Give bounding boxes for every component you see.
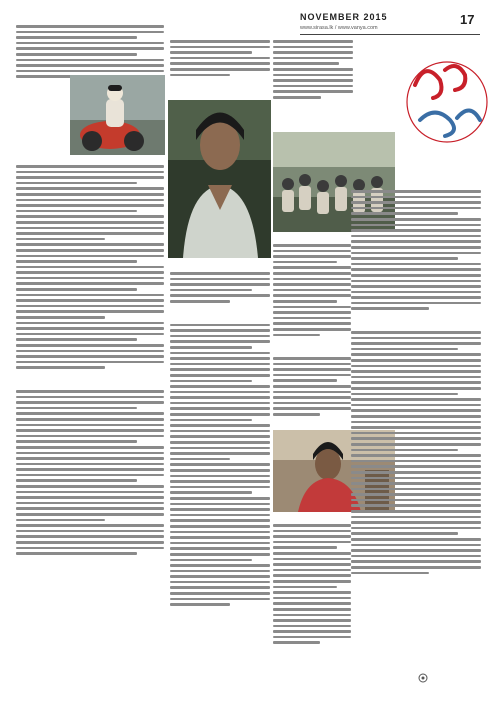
column-3-continued <box>273 244 351 416</box>
website-url: www.sirasa.lk / www.vanya.com <box>300 25 378 31</box>
section-heading <box>273 344 351 353</box>
section-heading <box>351 318 481 327</box>
section-heading <box>16 12 164 21</box>
body-text <box>170 272 270 303</box>
body-text <box>351 190 481 310</box>
rider-photo <box>70 75 165 155</box>
body-text <box>273 524 351 644</box>
header-rule <box>300 34 480 35</box>
page-number: 17 <box>460 12 475 27</box>
body-text <box>16 165 164 369</box>
section-heading <box>170 311 270 320</box>
issue-date: NOVEMBER 2015 <box>300 12 388 22</box>
body-text <box>273 357 351 416</box>
column-2-continued <box>170 272 270 606</box>
column-1-continued <box>16 165 164 555</box>
column-3-bottom <box>273 524 351 644</box>
body-text <box>351 331 481 574</box>
flower-icon <box>418 668 428 678</box>
body-text <box>170 40 270 76</box>
column-1 <box>16 12 164 78</box>
column-2 <box>170 40 270 76</box>
body-text <box>273 40 353 99</box>
body-text <box>16 390 164 555</box>
column-3 <box>273 40 353 99</box>
column-4 <box>351 190 481 574</box>
section-heading <box>16 377 164 386</box>
feature-title-art <box>395 40 495 160</box>
body-text <box>273 244 351 336</box>
portrait-photo <box>168 100 271 258</box>
body-text <box>170 324 270 606</box>
body-text <box>16 25 164 78</box>
